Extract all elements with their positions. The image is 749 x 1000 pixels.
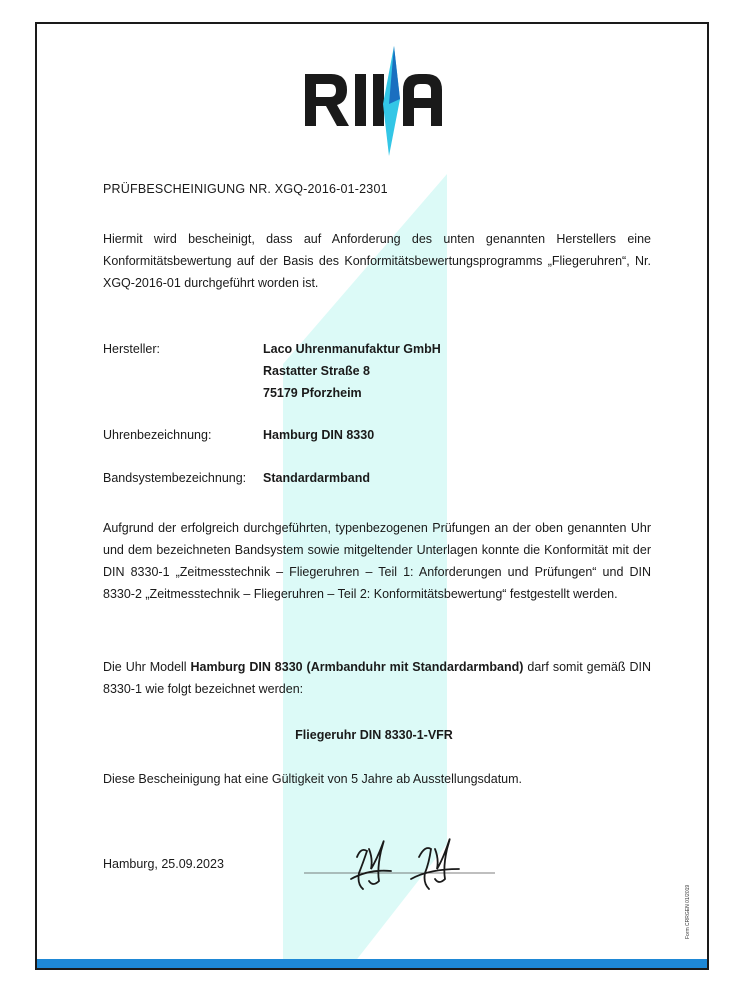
certificate-number: PRÜFBESCHEINIGUNG NR. XGQ-2016-01-2301 [103,182,388,196]
watch-value: Hamburg DIN 8330 [263,428,375,442]
model-paragraph [103,656,651,700]
band-value: Standardarmband [263,471,370,485]
form-code: Form CRRGEN 01/2019 [685,884,691,939]
intro-paragraph: Hiermit wird bescheinigt, dass auf Anforderung des unten genannten Herstellers eine Konformitätsbewertung auf der Basis des Konformitätsbewertungsprogramms „Fliegeruhren“, Nr. XGQ-2016-01 durchgeführt worden ist. [103,232,651,290]
place-date: Hamburg, 25.09.2023 [103,857,224,871]
manufacturer-city: 75179 Pforzheim [263,386,362,400]
watch-label: Uhrenbezeichnung: [103,428,212,442]
designation: Fliegeruhr DIN 8330-1-VFR [295,728,453,742]
manufacturer-name: Laco Uhrenmanufaktur GmbH [263,342,441,356]
manufacturer-label: Hersteller: [103,342,160,356]
bottom-bar [37,959,707,968]
model-name: Hamburg DIN 8330 (Armbanduhr mit Standardarmband) [190,660,524,674]
conformity-paragraph: Aufgrund der erfolgreich durchgeführten, typenbezogenen Prüfungen an der oben genannten Uhr und dem bezeichneten Bandsystem sowie mitgeltender Unterlagen konnte die Konformität mit der DIN 8330-1 „Zeitmesstechnik – Fliegeruhren – Teil 1: Anforderungen und Prüfungen“ und DIN 8330-2 „Zeitmesstechnik – Fliegeruhren – Teil 2: Konformitätsbewertung“ festgestellt werden. [103,521,651,601]
model-prefix: Die Uhr Modell [103,660,191,674]
logo-text: RINA [299,44,302,45]
signature [299,829,499,899]
rina-logo [299,44,449,159]
band-label: Bandsystembezeichnung: [103,471,247,485]
certificate-frame [35,22,709,970]
validity-statement: Diese Bescheinigung hat eine Gültigkeit von 5 Jahre ab Ausstellungsdatum. [103,772,523,786]
manufacturer-street: Rastatter Straße 8 [263,364,370,378]
model-suffix: darf somit gemäß DIN 8330-1 wie folgt bezeichnet werden: [103,660,652,696]
